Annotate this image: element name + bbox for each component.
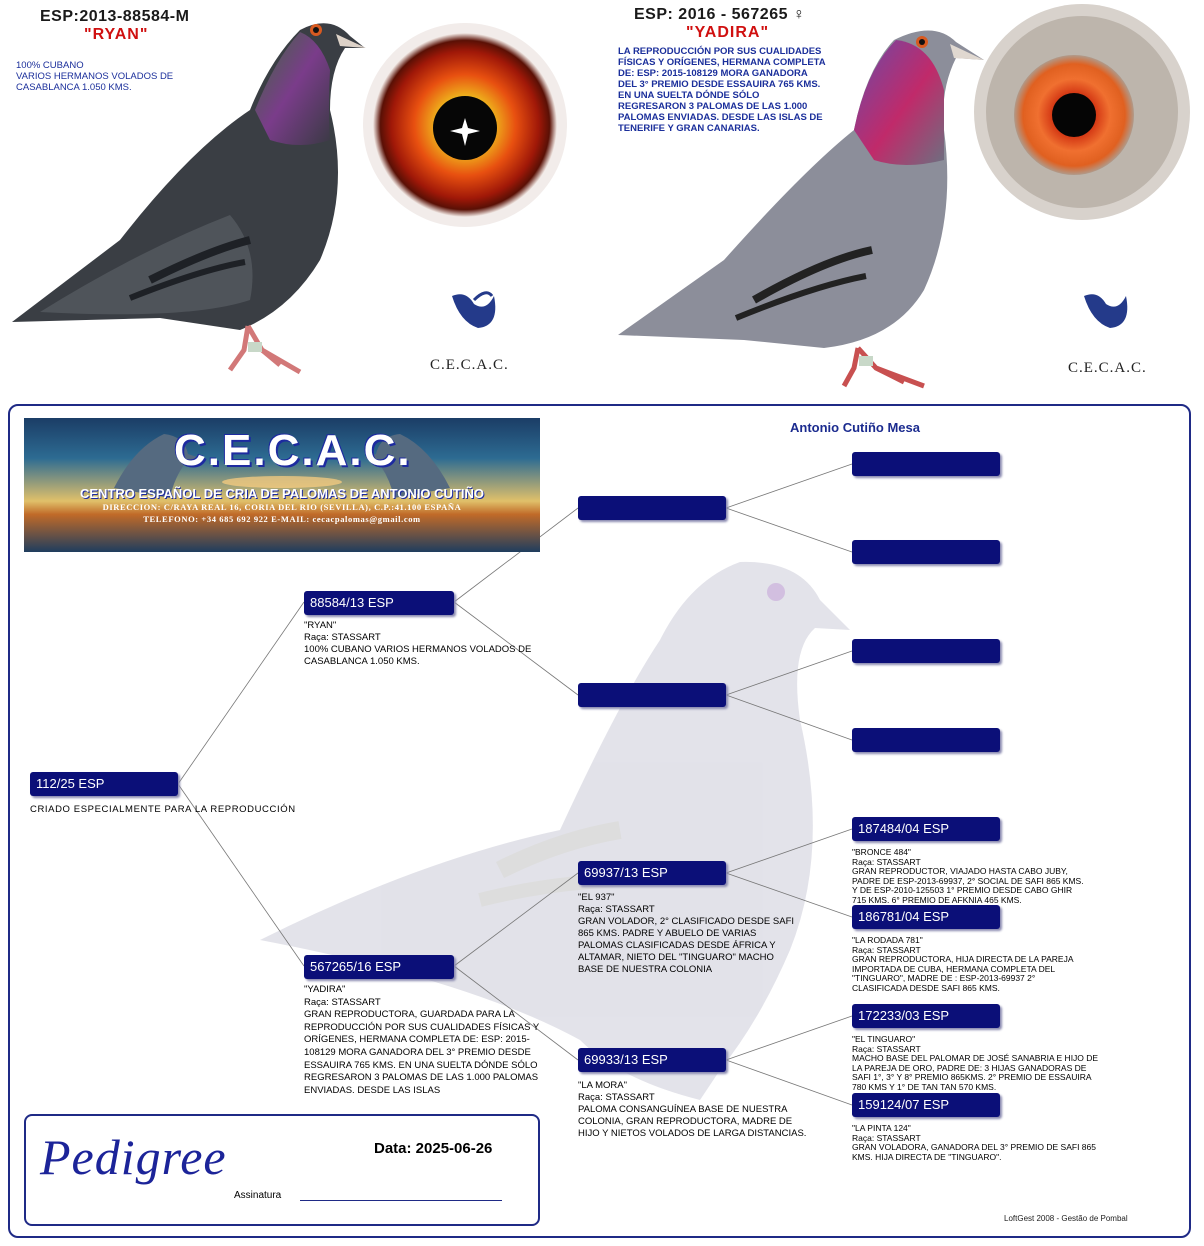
banner-address: DIRECCION: C/RAYA REAL 16, CORIA DEL RIO (SEVILLA), C.P.:41.100 ESPAÑA bbox=[102, 502, 462, 512]
brand-logo-text: C.E.C.A.C. bbox=[430, 357, 509, 373]
sire-info: "RYAN" Raça: STASSART 100% CUBANO VARIOS HERMANOS VOLADOS DE CASABLANCA 1.050 KMS. bbox=[304, 620, 532, 667]
pedigree-node-gg-6[interactable]: 186781/04 ESP bbox=[852, 905, 1000, 929]
subject-note: CRIADO ESPECIALMENTE PARA LA REPRODUCCIÓN bbox=[30, 804, 296, 815]
pedigree-node-gg-3[interactable] bbox=[852, 639, 1000, 663]
gg-5-info: "BRONCE 484" Raça: STASSART GRAN REPRODUCTOR, VIAJADO HASTA CABO JUBY, PADRE DE ESP-2013-69937, 2° SOCIAL DE SAFI 865 KMS. Y DE ESP-2010-125503 1° PREMIO DESDE CABO GHIR 715 KMS. 6° PREMIO DE AFKNIA 465 KMS. bbox=[852, 847, 1084, 905]
description-yadira: LA REPRODUCCIÓN POR SUS CUALIDADES FÍSICAS Y ORÍGENES, HERMANA COMPLETA DE: ESP: 2015-108129 MORA GANADORA DEL 3° PREMIO DESDE ESSAUIRA 765 KMS. EN UNA SUELTA DÓNDE SÓLO REGRESARON 3 PALOMAS DE LAS 1.000 PALOMAS ENVIADAS. DESDE LAS ISLAS DE TENERIFE Y GRAN CANARIAS. bbox=[618, 46, 826, 134]
pedigree-node-dam-dam[interactable]: 69933/13 ESP bbox=[578, 1048, 726, 1072]
gg-6-info: "LA RODADA 781" Raça: STASSART GRAN REPRODUCTORA, HIJA DIRECTA DE LA PAREJA IMPORTADA DE CUBA, HERMANA COMPLETA DEL "TINGUARO", MADRE DE : ESP-2013-69937 2° CLASIFICADA DESDE SAFI 865 KMS. bbox=[852, 935, 1074, 993]
pedigree-node-gg-8[interactable]: 159124/07 ESP bbox=[852, 1093, 1000, 1117]
banner-title: C.E.C.A.C. bbox=[174, 426, 412, 475]
signature-label: Assinatura bbox=[234, 1190, 282, 1201]
banner-subtitle: CENTRO ESPAÑOL DE CRIA DE PALOMAS DE ANTONIO CUTIÑO bbox=[80, 486, 484, 501]
dam-sire-info: "EL 937" Raça: STASSART GRAN VOLADOR, 2° CLASIFICADO DESDE SAFI 865 KMS. PADRE Y ABUELO DE VARIAS PALOMAS CLASIFICADAS DESDE ÁFRICA Y ALTAMAR, NIETO DEL "TINGUARO" MACHO BASE DE NUESTRA COLONIA bbox=[578, 892, 795, 975]
cecac-banner bbox=[24, 418, 540, 552]
signature-line[interactable] bbox=[300, 1200, 502, 1201]
owner-name: Antonio Cutiño Mesa bbox=[790, 420, 920, 435]
pedigree-node-gg-1[interactable] bbox=[852, 452, 1000, 476]
description-ryan: 100% CUBANO VARIOS HERMANOS VOLADOS DE CASABLANCA 1.050 KMS. bbox=[16, 60, 174, 93]
dam-dam-info: "LA MORA" Raça: STASSART PALOMA CONSANGUÍNEA BASE DE NUESTRA COLONIA, GRAN REPRODUCTORA, MADRE DE HIJO Y NIETOS VOLADOS DE LARGA DISTANCIAS. bbox=[578, 1080, 807, 1139]
gg-8-info: "LA PINTA 124" Raça: STASSART GRAN VOLADORA, GANADORA DEL 3° PREMIO DE SAFI 865 KMS. HIJA DIRECTA DE "TINGUARO". bbox=[852, 1123, 1096, 1162]
pedigree-node-gg-7[interactable]: 172233/03 ESP bbox=[852, 1004, 1000, 1028]
dam-info: "YADIRA" Raça: STASSART GRAN REPRODUCTORA, GUARDADA PARA LA REPRODUCCIÓN POR SUS CUALIDADES FÍSICAS Y ORÍGENES, HERMANA COMPLETA DE: ESP: 2015-108129 MORA GANADORA DEL 3° PREMIO DESDE ESSAUIRA 765 KMS. EN UNA SUELTA DÓNDE SÓLO REGRESARON 3 PALOMAS DE LAS 1.000 PALOMAS ENVIADAS. DESDE LAS ISLAS bbox=[304, 984, 540, 1096]
issue-date: Data: 2025-06-26 bbox=[374, 1140, 493, 1157]
bird-name-yadira: "YADIRA" bbox=[686, 24, 770, 41]
pedigree-title: Pedigree bbox=[40, 1129, 227, 1185]
ring-id-yadira: ESP: 2016 - 567265 ♀ bbox=[634, 6, 806, 23]
pedigree-node-dam[interactable]: 567265/16 ESP bbox=[304, 955, 454, 979]
pedigree-node-dam-sire[interactable]: 69937/13 ESP bbox=[578, 861, 726, 885]
banner-contact: TELEFONO: +34 685 692 922 E-MAIL: cecacpalomas@gmail.com bbox=[143, 514, 421, 524]
pedigree-node-gg-4[interactable] bbox=[852, 728, 1000, 752]
pedigree-node-gg-2[interactable] bbox=[852, 540, 1000, 564]
pedigree-node-sire-sire[interactable] bbox=[578, 496, 726, 520]
pedigree-node-sire[interactable]: 88584/13 ESP bbox=[304, 591, 454, 615]
pedigree-node-subject[interactable]: 112/25 ESP bbox=[30, 772, 178, 796]
brand-logo-text: C.E.C.A.C. bbox=[1068, 360, 1147, 376]
ring-id-ryan: ESP:2013-88584-M bbox=[40, 8, 190, 25]
bird-name-ryan: "RYAN" bbox=[84, 26, 149, 43]
software-footer: LoftGest 2008 - Gestão de Pombal bbox=[1004, 1214, 1128, 1223]
gg-7-info: "EL TINGUARO" Raça: STASSART MACHO BASE DEL PALOMAR DE JOSÉ SANABRIA E HIJO DE LA PAREJA DE ORO, PADRE DE: 3 HIJAS GANADORAS DE SAFI 1°, 3° Y 8° PREMIO 865KMS. 2° PREMIO DE ESSAUIRA 780 KMS Y 1° DE TAN TAN 570 KMS. bbox=[852, 1034, 1099, 1092]
pedigree-node-sire-dam[interactable] bbox=[578, 683, 726, 707]
pedigree-node-gg-5[interactable]: 187484/04 ESP bbox=[852, 817, 1000, 841]
